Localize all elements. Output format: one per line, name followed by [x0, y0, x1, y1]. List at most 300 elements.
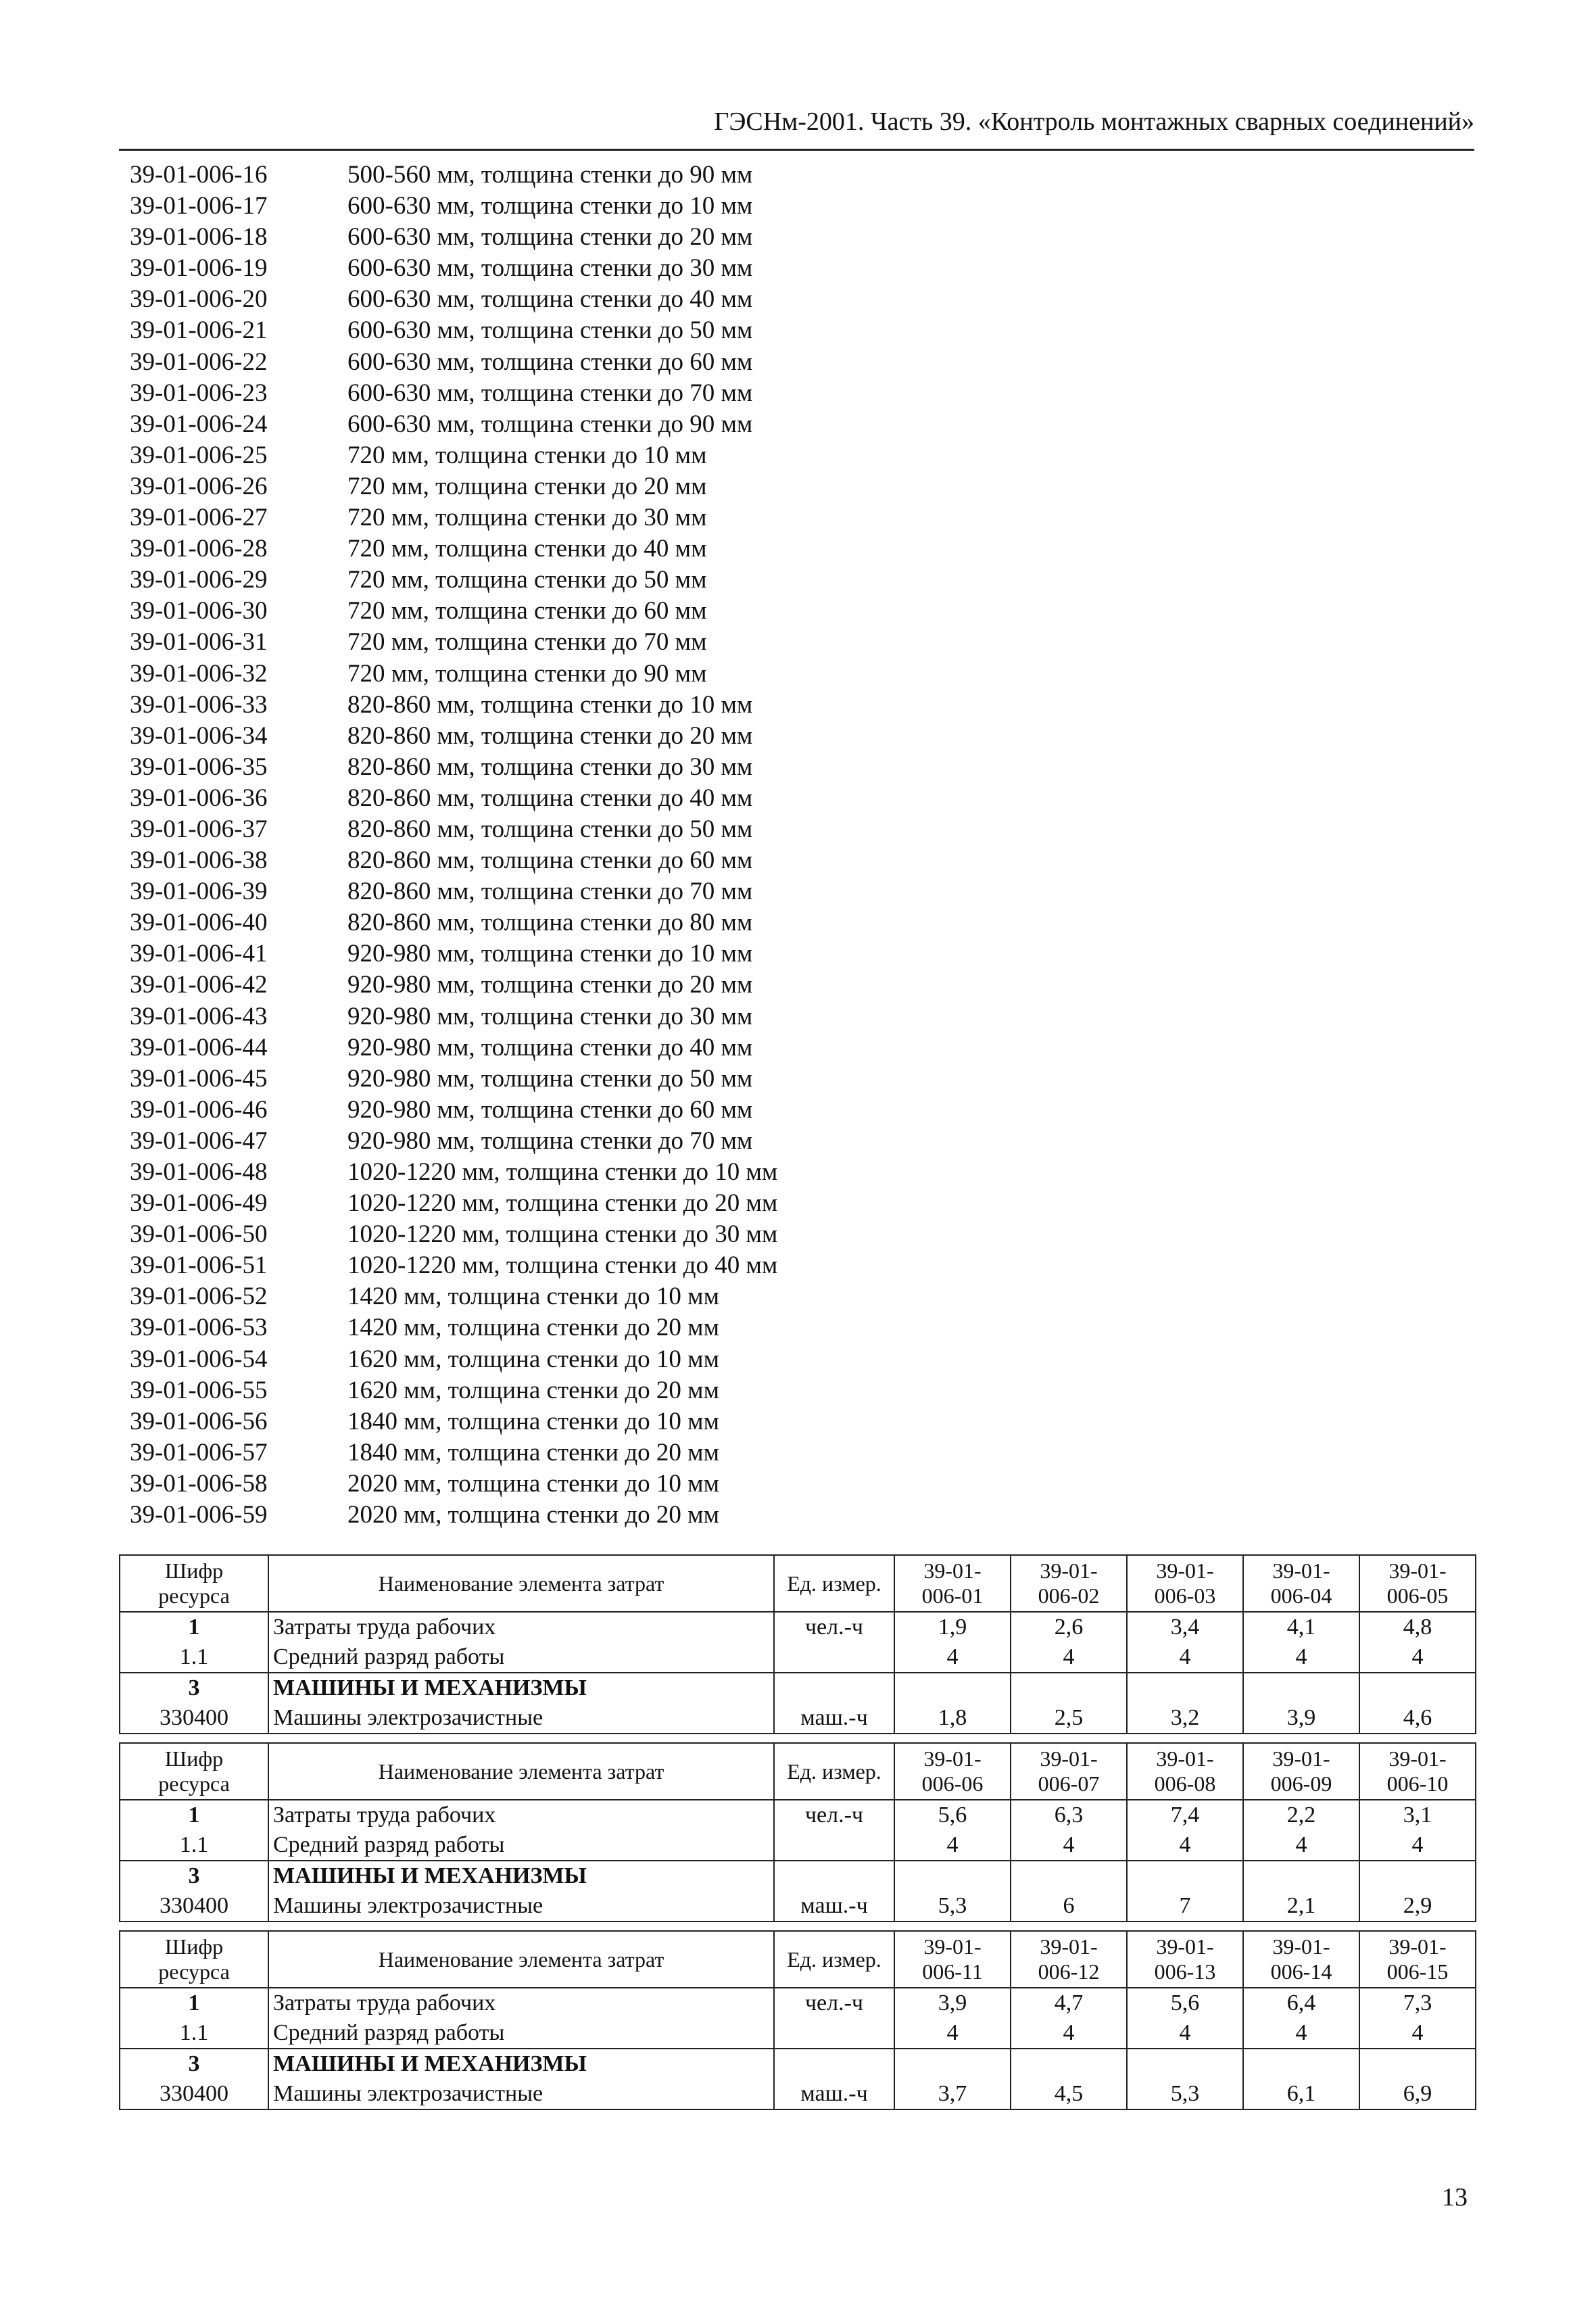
entry-code: 39-01-006-35: [130, 753, 268, 781]
header-code-line2: 006-09: [1270, 1771, 1332, 1796]
entry-code: 39-01-006-58: [130, 1469, 268, 1498]
entry-code: 39-01-006-28: [130, 535, 268, 563]
header-code-column: [894, 1743, 1011, 1800]
cell-value: 4: [1011, 1642, 1127, 1673]
entry-row: [130, 315, 1211, 346]
cell-shifr: 1.1: [120, 1830, 268, 1861]
entry-row: [130, 596, 1211, 627]
header-code-line1: 39-01-: [1040, 1558, 1098, 1583]
entry-description: 1420 мм, толщина стенки до 10 мм: [347, 1283, 719, 1311]
entry-code: 39-01-006-30: [130, 597, 268, 625]
cell-value: 4: [894, 1830, 1011, 1861]
cell-value: 6: [1011, 1891, 1127, 1922]
cell-unit: [774, 1673, 894, 1703]
entry-description: 1620 мм, толщина стенки до 20 мм: [347, 1376, 719, 1404]
header-shifr: [120, 1555, 268, 1612]
entry-description: 720 мм, толщина стенки до 40 мм: [347, 535, 707, 563]
entry-list: [130, 160, 1211, 1531]
cell-name: Средний разряд работы: [268, 1830, 774, 1861]
header-shifr-line2: ресурса: [158, 1959, 230, 1984]
entry-description: 820-860 мм, толщина стенки до 70 мм: [347, 878, 753, 906]
entry-description: 1020-1220 мм, толщина стенки до 40 мм: [347, 1251, 778, 1280]
entry-description: 600-630 мм, толщина стенки до 40 мм: [347, 285, 753, 314]
header-code-line2: 006-15: [1386, 1959, 1449, 1984]
cell-shifr: 1: [120, 1988, 268, 2018]
cell-value: [1243, 2049, 1359, 2079]
cell-value: 6,3: [1011, 1800, 1127, 1830]
cell-value: 3,4: [1127, 1612, 1243, 1642]
entry-row: [130, 752, 1211, 783]
header-unit: Ед. измер.: [774, 1555, 894, 1612]
entry-row: [130, 938, 1211, 970]
cell-value: 4: [1243, 1830, 1359, 1861]
cell-value: 2,2: [1243, 1800, 1359, 1830]
entry-code: 39-01-006-54: [130, 1345, 268, 1373]
entry-row: [130, 1157, 1211, 1188]
entry-row: [130, 253, 1211, 284]
entry-description: 1020-1220 мм, толщина стенки до 20 мм: [347, 1189, 778, 1218]
entry-description: 920-980 мм, толщина стенки до 20 мм: [347, 971, 753, 999]
header-code-line1: 39-01-: [1272, 1934, 1330, 1959]
header-code-line2: 006-14: [1270, 1959, 1332, 1984]
table-row: [120, 1612, 1476, 1642]
entry-row: [130, 627, 1211, 658]
cell-value: 2,6: [1011, 1612, 1127, 1642]
header-unit: Ед. измер.: [774, 1931, 894, 1988]
entry-code: 39-01-006-25: [130, 441, 268, 469]
table-row: [120, 1703, 1476, 1734]
cell-value: 4,6: [1359, 1703, 1476, 1734]
cell-value: 2,9: [1359, 1891, 1476, 1922]
header-name: Наименование элемента затрат: [268, 1931, 774, 1988]
entry-code: 39-01-006-51: [130, 1251, 268, 1280]
cell-value: 4,5: [1011, 2079, 1127, 2109]
cell-name: МАШИНЫ И МЕХАНИЗМЫ: [268, 1861, 774, 1891]
header-code-column: [1011, 1555, 1127, 1612]
cell-shifr: 330400: [120, 2079, 268, 2109]
entry-code: 39-01-006-17: [130, 192, 268, 220]
cell-value: [1127, 1861, 1243, 1891]
cell-value: 4,7: [1011, 1988, 1127, 2018]
header-unit: Ед. измер.: [774, 1743, 894, 1800]
entry-description: 600-630 мм, толщина стенки до 20 мм: [347, 223, 753, 252]
cell-value: 2,1: [1243, 1891, 1359, 1922]
table-row: [120, 1891, 1476, 1922]
header-code-column: [894, 1931, 1011, 1988]
entry-code: 39-01-006-49: [130, 1189, 268, 1218]
entry-code: 39-01-006-22: [130, 348, 268, 376]
entry-code: 39-01-006-40: [130, 909, 268, 937]
table-row: [120, 1642, 1476, 1673]
entry-code: 39-01-006-38: [130, 846, 268, 875]
cell-value: [1127, 1673, 1243, 1703]
entry-row: [130, 1032, 1211, 1064]
entry-row: [130, 659, 1211, 690]
entry-code: 39-01-006-36: [130, 784, 268, 812]
header-code-column: [1359, 1931, 1476, 1988]
entry-description: 920-980 мм, толщина стенки до 10 мм: [347, 940, 753, 968]
entry-row: [130, 845, 1211, 876]
cell-name: Затраты труда рабочих: [268, 1800, 774, 1830]
entry-row: [130, 1250, 1211, 1281]
cell-value: 7: [1127, 1891, 1243, 1922]
entry-code: 39-01-006-43: [130, 1002, 268, 1030]
cell-name: Машины электрозачистные: [268, 1891, 774, 1922]
entry-code: 39-01-006-46: [130, 1095, 268, 1124]
cell-name: Затраты труда рабочих: [268, 1612, 774, 1642]
cell-value: 4: [1011, 2018, 1127, 2049]
header-code-line2: 006-13: [1154, 1959, 1216, 1984]
cell-shifr: 1: [120, 1612, 268, 1642]
header-code-line1: 39-01-: [1388, 1558, 1447, 1583]
entry-description: 600-630 мм, толщина стенки до 50 мм: [347, 316, 753, 345]
header-code-line2: 006-02: [1038, 1583, 1100, 1608]
cell-value: [894, 1861, 1011, 1891]
cell-value: [1359, 2049, 1476, 2079]
entry-code: 39-01-006-32: [130, 659, 268, 688]
entry-code: 39-01-006-41: [130, 940, 268, 968]
entry-code: 39-01-006-33: [130, 690, 268, 719]
table-row: [120, 1800, 1476, 1830]
header-code-line1: 39-01-: [1272, 1558, 1330, 1583]
cell-value: 4: [1359, 1642, 1476, 1673]
entry-description: 600-630 мм, толщина стенки до 60 мм: [347, 348, 753, 376]
cell-name: Машины электрозачистные: [268, 1703, 774, 1734]
cell-value: 3,7: [894, 2079, 1011, 2109]
entry-code: 39-01-006-44: [130, 1033, 268, 1061]
cell-value: 4: [1359, 1830, 1476, 1861]
cell-value: 4: [1127, 1642, 1243, 1673]
cell-shifr: 3: [120, 1673, 268, 1703]
entry-code: 39-01-006-29: [130, 566, 268, 594]
entry-code: 39-01-006-42: [130, 971, 268, 999]
header-code-line2: 006-07: [1038, 1771, 1100, 1796]
header-code-line2: 006-10: [1386, 1771, 1449, 1796]
cell-value: 3,9: [1243, 1703, 1359, 1734]
entry-description: 720 мм, толщина стенки до 70 мм: [347, 628, 707, 657]
entry-description: 820-860 мм, толщина стенки до 40 мм: [347, 784, 753, 812]
entry-description: 1840 мм, толщина стенки до 10 мм: [347, 1407, 719, 1435]
cell-value: 5,6: [894, 1800, 1011, 1830]
entry-row: [130, 565, 1211, 596]
cell-unit: маш.-ч: [774, 2079, 894, 2109]
table-header-row: [120, 1931, 1476, 1988]
entry-row: [130, 1406, 1211, 1437]
entry-code: 39-01-006-24: [130, 410, 268, 438]
entry-code: 39-01-006-34: [130, 721, 268, 750]
entry-description: 600-630 мм, толщина стенки до 10 мм: [347, 192, 753, 220]
table-row: [120, 2079, 1476, 2109]
entry-description: 720 мм, толщина стенки до 20 мм: [347, 472, 707, 500]
cell-value: 4: [1359, 2018, 1476, 2049]
header-shifr-line2: ресурса: [158, 1583, 230, 1608]
cell-value: 4: [894, 2018, 1011, 2049]
entry-row: [130, 502, 1211, 533]
page-header: [119, 101, 1474, 151]
table-row: [120, 2018, 1476, 2049]
header-code-column: [1127, 1931, 1243, 1988]
entry-code: 39-01-006-57: [130, 1438, 268, 1466]
header-code-column: [1127, 1743, 1243, 1800]
resource-table-1: [119, 1554, 1476, 1734]
table-row: [120, 1673, 1476, 1703]
cell-shifr: 1.1: [120, 1642, 268, 1673]
entry-row: [130, 1437, 1211, 1469]
entry-row: [130, 284, 1211, 315]
cell-value: 4,8: [1359, 1612, 1476, 1642]
cell-unit: маш.-ч: [774, 1703, 894, 1734]
entry-row: [130, 160, 1211, 191]
cell-shifr: 330400: [120, 1891, 268, 1922]
entry-row: [130, 378, 1211, 409]
header-code-column: [1127, 1555, 1243, 1612]
header-code-line1: 39-01-: [1156, 1558, 1214, 1583]
cell-shifr: 1: [120, 1800, 268, 1830]
entry-row: [130, 907, 1211, 938]
entry-description: 820-860 мм, толщина стенки до 20 мм: [347, 721, 753, 750]
cell-unit: [774, 2018, 894, 2049]
entry-code: 39-01-006-53: [130, 1314, 268, 1342]
entry-description: 1020-1220 мм, толщина стенки до 10 мм: [347, 1158, 778, 1186]
entry-description: 920-980 мм, толщина стенки до 50 мм: [347, 1064, 753, 1093]
cell-value: 4: [1243, 2018, 1359, 2049]
entry-row: [130, 1312, 1211, 1343]
header-name: Наименование элемента затрат: [268, 1743, 774, 1800]
entry-code: 39-01-006-18: [130, 223, 268, 252]
cell-value: 6,4: [1243, 1988, 1359, 2018]
header-code-line2: 006-05: [1386, 1583, 1449, 1608]
header-code-line1: 39-01-: [1156, 1746, 1214, 1771]
cell-value: [894, 1673, 1011, 1703]
entry-row: [130, 1281, 1211, 1312]
entry-code: 39-01-006-52: [130, 1283, 268, 1311]
cell-value: [1011, 1673, 1127, 1703]
entry-description: 1620 мм, толщина стенки до 10 мм: [347, 1345, 719, 1373]
entry-description: 720 мм, толщина стенки до 60 мм: [347, 597, 707, 625]
table-row: [120, 1988, 1476, 2018]
entry-row: [130, 814, 1211, 845]
header-shifr-line2: ресурса: [158, 1771, 230, 1796]
header-code-line2: 006-08: [1154, 1771, 1216, 1796]
cell-value: [1127, 2049, 1243, 2079]
cell-unit: чел.-ч: [774, 1800, 894, 1830]
entry-row: [130, 1219, 1211, 1250]
cell-value: 3,2: [1127, 1703, 1243, 1734]
cell-value: 6,9: [1359, 2079, 1476, 2109]
cell-value: [1359, 1861, 1476, 1891]
cell-value: 3,9: [894, 1988, 1011, 2018]
cell-value: 4: [894, 1642, 1011, 1673]
entry-row: [130, 533, 1211, 565]
header-code-line2: 006-04: [1270, 1583, 1332, 1608]
entry-code: 39-01-006-59: [130, 1501, 268, 1529]
header-code-line2: 006-01: [921, 1583, 984, 1608]
entry-description: 1840 мм, толщина стенки до 20 мм: [347, 1438, 719, 1466]
entry-row: [130, 1188, 1211, 1219]
cell-value: [1243, 1673, 1359, 1703]
resource-table-3: [119, 1930, 1476, 2110]
entry-description: 600-630 мм, толщина стенки до 70 мм: [347, 379, 753, 407]
page-number: 13: [1442, 2183, 1468, 2212]
entry-code: 39-01-006-23: [130, 379, 268, 407]
cell-shifr: 1.1: [120, 2018, 268, 2049]
entry-row: [130, 222, 1211, 253]
cell-value: 2,5: [1011, 1703, 1127, 1734]
header-code-line2: 006-06: [921, 1771, 984, 1796]
header-code-line1: 39-01-: [1040, 1746, 1098, 1771]
entry-code: 39-01-006-20: [130, 285, 268, 314]
cell-value: 1,8: [894, 1703, 1011, 1734]
cell-value: 4: [1243, 1642, 1359, 1673]
header-code-column: [1011, 1743, 1127, 1800]
entry-row: [130, 1126, 1211, 1157]
table-header-row: [120, 1555, 1476, 1612]
entry-description: 720 мм, толщина стенки до 10 мм: [347, 441, 707, 469]
resource-table-2: [119, 1742, 1476, 1922]
cell-name: Средний разряд работы: [268, 2018, 774, 2049]
table-row: [120, 2049, 1476, 2079]
entry-description: 720 мм, толщина стенки до 30 мм: [347, 504, 707, 532]
entry-description: 2020 мм, толщина стенки до 10 мм: [347, 1469, 719, 1498]
cell-value: 7,3: [1359, 1988, 1476, 2018]
entry-row: [130, 440, 1211, 471]
entry-row: [130, 347, 1211, 378]
cell-value: 5,6: [1127, 1988, 1243, 2018]
cell-value: 5,3: [1127, 2079, 1243, 2109]
entry-description: 1020-1220 мм, толщина стенки до 30 мм: [347, 1220, 778, 1249]
entry-description: 820-860 мм, толщина стенки до 50 мм: [347, 815, 753, 843]
header-code-column: [1243, 1743, 1359, 1800]
header-code-line1: 39-01-: [923, 1558, 982, 1583]
cell-value: 1,9: [894, 1612, 1011, 1642]
table-row: [120, 1830, 1476, 1861]
entry-code: 39-01-006-39: [130, 878, 268, 906]
header-code-line1: 39-01-: [923, 1934, 982, 1959]
entry-code: 39-01-006-31: [130, 628, 268, 657]
entry-code: 39-01-006-56: [130, 1407, 268, 1435]
cell-unit: чел.-ч: [774, 1988, 894, 2018]
cell-unit: [774, 1830, 894, 1861]
header-code-line1: 39-01-: [923, 1746, 982, 1771]
entry-code: 39-01-006-48: [130, 1158, 268, 1186]
cell-unit: [774, 2049, 894, 2079]
entry-description: 920-980 мм, толщина стенки до 30 мм: [347, 1002, 753, 1030]
entry-row: [130, 1064, 1211, 1095]
entry-row: [130, 409, 1211, 440]
entry-row: [130, 721, 1211, 752]
header-shifr-line1: Шифр: [164, 1746, 224, 1771]
table-header-row: [120, 1743, 1476, 1800]
cell-value: 4: [1011, 1830, 1127, 1861]
entry-description: 920-980 мм, толщина стенки до 60 мм: [347, 1095, 753, 1124]
header-code-line1: 39-01-: [1272, 1746, 1330, 1771]
cell-unit: [774, 1642, 894, 1673]
cell-value: 6,1: [1243, 2079, 1359, 2109]
cell-value: [1243, 1861, 1359, 1891]
entry-row: [130, 783, 1211, 814]
cell-name: Средний разряд работы: [268, 1642, 774, 1673]
entry-row: [130, 970, 1211, 1001]
table-row: [120, 1861, 1476, 1891]
header-code-column: [1359, 1555, 1476, 1612]
entry-description: 820-860 мм, толщина стенки до 80 мм: [347, 909, 753, 937]
entry-code: 39-01-006-45: [130, 1064, 268, 1093]
header-code-column: [894, 1555, 1011, 1612]
cell-value: 4,1: [1243, 1612, 1359, 1642]
cell-value: 3,1: [1359, 1800, 1476, 1830]
entry-code: 39-01-006-21: [130, 316, 268, 345]
entry-row: [130, 1469, 1211, 1500]
header-code-line1: 39-01-: [1040, 1934, 1098, 1959]
cell-value: [1011, 1861, 1127, 1891]
entry-description: 2020 мм, толщина стенки до 20 мм: [347, 1501, 719, 1529]
header-code-line2: 006-12: [1038, 1959, 1100, 1984]
cell-name: МАШИНЫ И МЕХАНИЗМЫ: [268, 2049, 774, 2079]
header-code-column: [1243, 1931, 1359, 1988]
header-shifr-line1: Шифр: [164, 1934, 224, 1959]
entry-code: 39-01-006-19: [130, 254, 268, 283]
cell-name: МАШИНЫ И МЕХАНИЗМЫ: [268, 1673, 774, 1703]
header-shifr: [120, 1931, 268, 1988]
cell-shifr: 3: [120, 1861, 268, 1891]
cell-value: 4: [1127, 2018, 1243, 2049]
entry-description: 600-630 мм, толщина стенки до 90 мм: [347, 410, 753, 438]
cell-value: 7,4: [1127, 1800, 1243, 1830]
entry-code: 39-01-006-55: [130, 1376, 268, 1404]
header-code-line1: 39-01-: [1156, 1934, 1214, 1959]
entry-description: 600-630 мм, толщина стенки до 30 мм: [347, 254, 753, 283]
header-code-column: [1243, 1555, 1359, 1612]
header-shifr-line1: Шифр: [164, 1558, 224, 1583]
entry-description: 500-560 мм, толщина стенки до 90 мм: [347, 161, 753, 189]
cell-shifr: 330400: [120, 1703, 268, 1734]
cell-unit: чел.-ч: [774, 1612, 894, 1642]
header-code-line1: 39-01-: [1388, 1746, 1447, 1771]
entry-description: 820-860 мм, толщина стенки до 60 мм: [347, 846, 753, 875]
entry-code: 39-01-006-16: [130, 161, 268, 189]
entry-description: 920-980 мм, толщина стенки до 40 мм: [347, 1033, 753, 1061]
cell-unit: [774, 1861, 894, 1891]
entry-description: 720 мм, толщина стенки до 50 мм: [347, 566, 707, 594]
entry-row: [130, 690, 1211, 721]
entry-row: [130, 876, 1211, 907]
entry-code: 39-01-006-27: [130, 504, 268, 532]
entry-code: 39-01-006-50: [130, 1220, 268, 1249]
header-shifr: [120, 1743, 268, 1800]
entry-description: 1420 мм, толщина стенки до 20 мм: [347, 1314, 719, 1342]
header-code-line2: 006-11: [922, 1959, 983, 1984]
cell-unit: маш.-ч: [774, 1891, 894, 1922]
entry-code: 39-01-006-26: [130, 472, 268, 500]
header-name: Наименование элемента затрат: [268, 1555, 774, 1612]
entry-row: [130, 1001, 1211, 1032]
cell-shifr: 3: [120, 2049, 268, 2079]
entry-row: [130, 1344, 1211, 1375]
entry-row: [130, 1500, 1211, 1531]
entry-code: 39-01-006-47: [130, 1126, 268, 1155]
entry-description: 820-860 мм, толщина стенки до 30 мм: [347, 753, 753, 781]
header-code-line1: 39-01-: [1388, 1934, 1447, 1959]
entry-description: 820-860 мм, толщина стенки до 10 мм: [347, 690, 753, 719]
entry-code: 39-01-006-37: [130, 815, 268, 843]
cell-value: [1359, 1673, 1476, 1703]
cell-value: 4: [1127, 1830, 1243, 1861]
header-code-line2: 006-03: [1154, 1583, 1216, 1608]
cell-value: 5,3: [894, 1891, 1011, 1922]
entry-row: [130, 1095, 1211, 1126]
header-code-column: [1011, 1931, 1127, 1988]
entry-row: [130, 471, 1211, 502]
